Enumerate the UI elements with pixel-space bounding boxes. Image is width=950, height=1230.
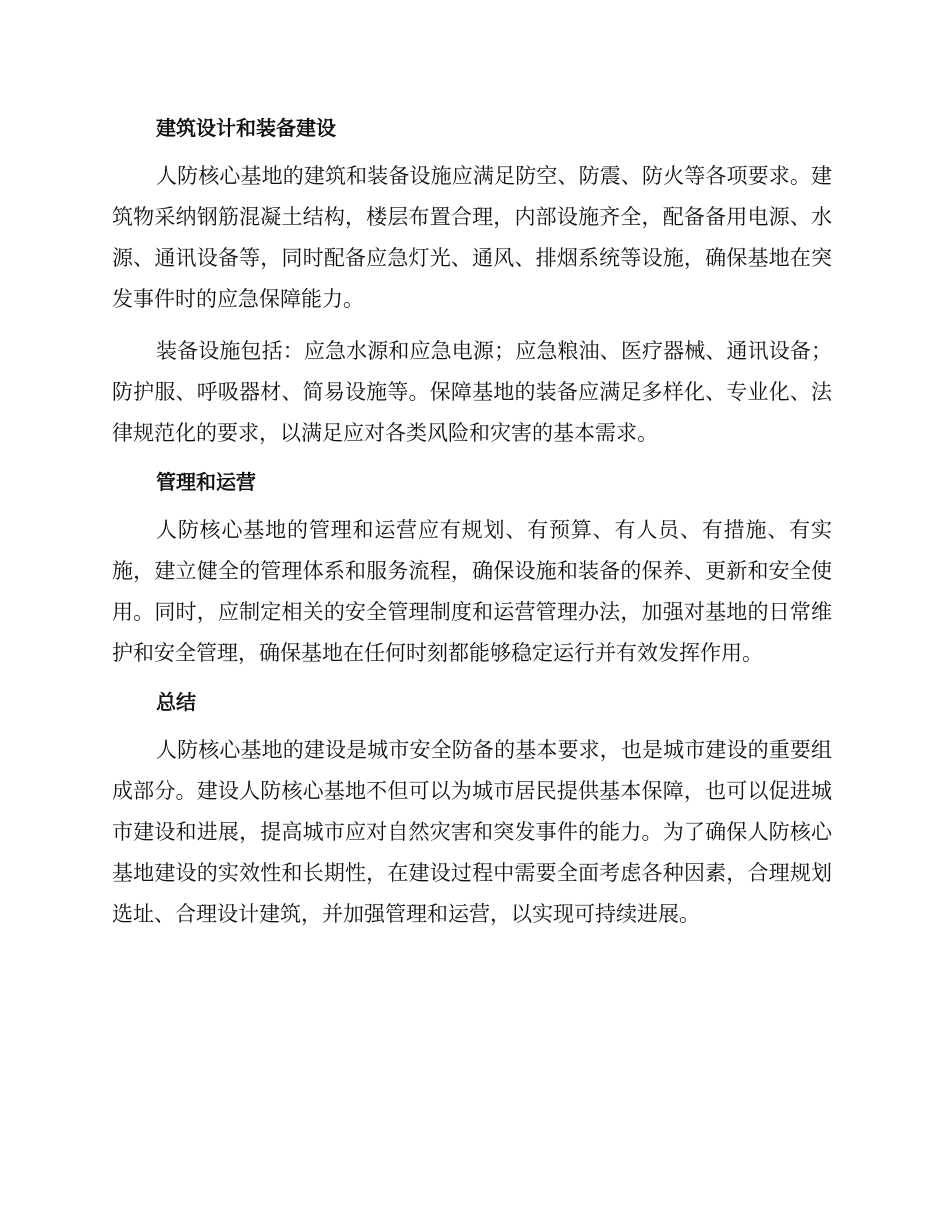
paragraph: 人防核心基地的建设是城市安全防备的基本要求，也是城市建设的重要组成部分。建设人防核心基地不但可以为城市居民提供基本保障，也可以促进城市建设和进展，提高城市应对自然灾害和突发事件的能力。为了确保人防核心基地建设的实效性和长期性，在建设过程中需要全面考虑各种因素，合理规划选址、合理设计建筑，并加强管理和运营，以实现可持续进展。 — [112, 738, 832, 926]
section-heading: 总结 — [156, 690, 196, 714]
section-heading: 建筑设计和装备建设 — [156, 116, 336, 140]
section-building-design — [112, 108, 832, 454]
section-summary — [112, 682, 832, 935]
document-page — [112, 108, 832, 946]
section-management — [112, 462, 832, 674]
paragraph: 装备设施包括：应急水源和应急电源；应急粮油、医疗器械、通讯设备；防护服、呼吸器材、简易设施等。保障基地的装备应满足多样化、专业化、法律规范化的要求，以满足应对各类风险和灾害的基本需求。 — [112, 339, 832, 445]
paragraph: 人防核心基地的建筑和装备设施应满足防空、防震、防火等各项要求。建筑物采纳钢筋混凝土结构，楼层布置合理，内部设施齐全，配备备用电源、水源、通讯设备等，同时配备应急灯光、通风、排烟系统等设施，确保基地在突发事件时的应急保障能力。 — [112, 164, 832, 311]
paragraph: 人防核心基地的管理和运营应有规划、有预算、有人员、有措施、有实施，建立健全的管理体系和服务流程，确保设施和装备的保养、更新和安全使用。同时，应制定相关的安全管理制度和运营管理办法，加强对基地的日常维护和安全管理，确保基地在任何时刻都能够稳定运行并有效发挥作用。 — [112, 518, 832, 665]
section-heading: 管理和运营 — [156, 470, 256, 494]
